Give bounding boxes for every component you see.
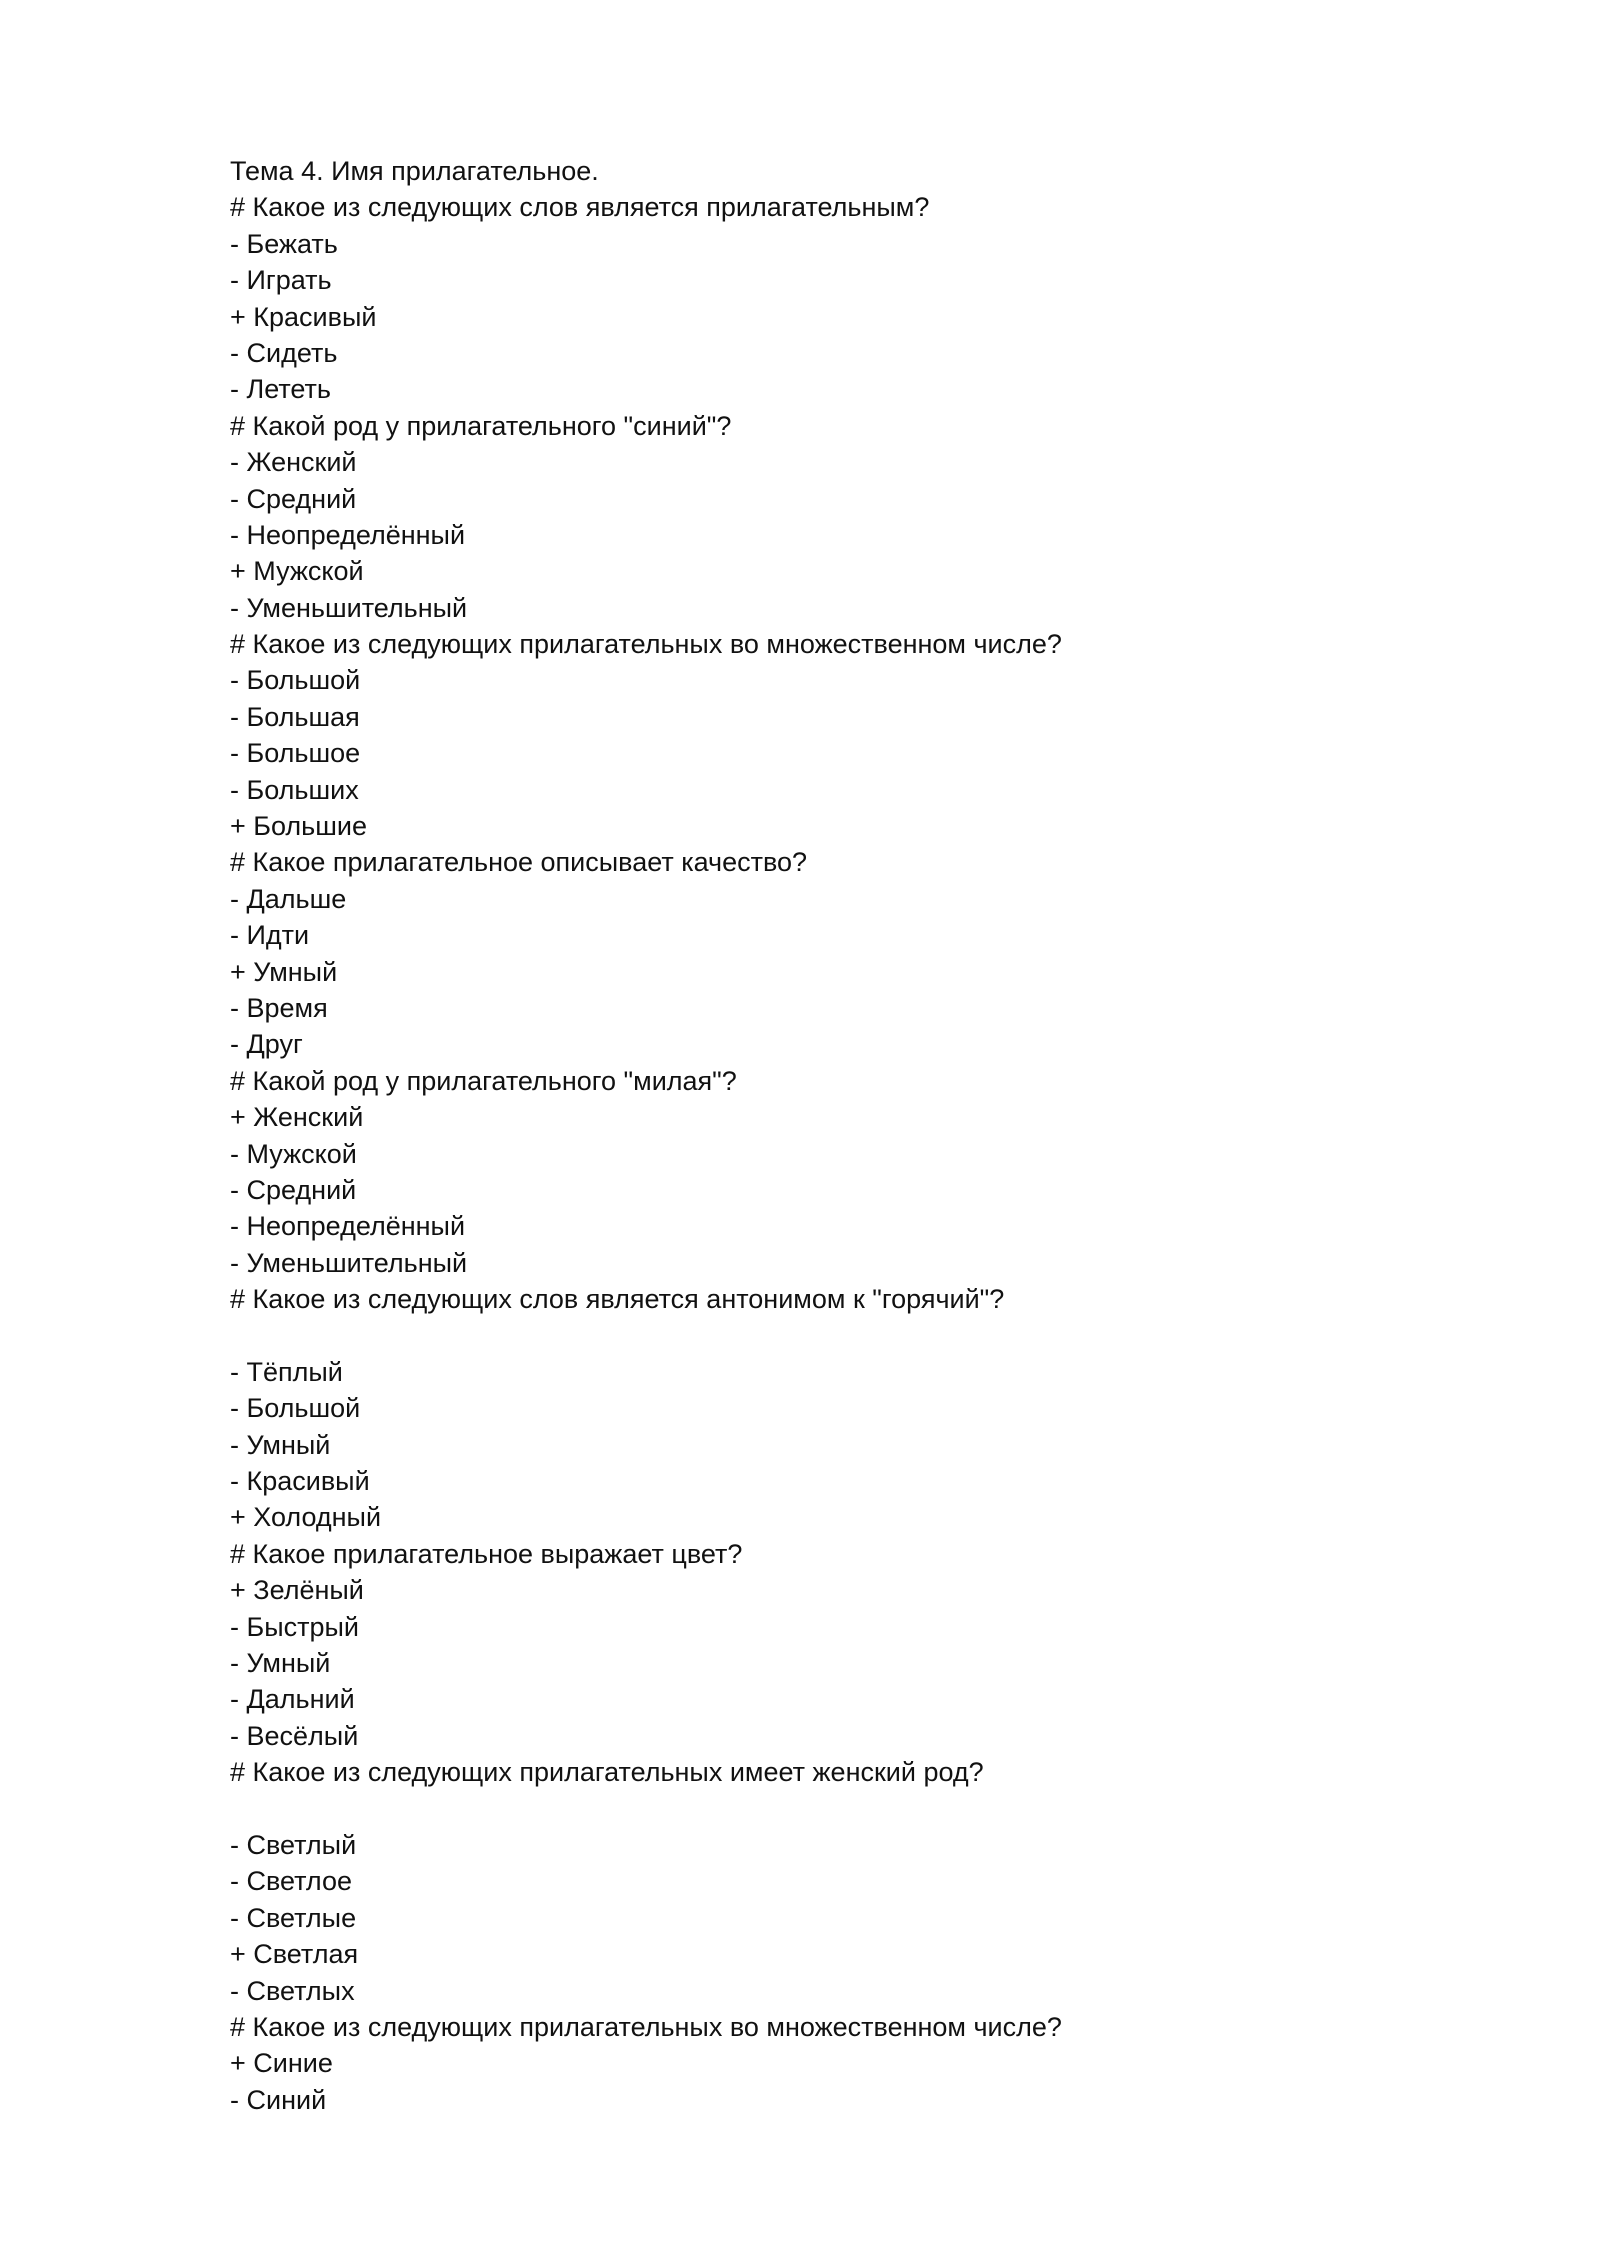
answer-option-line: - Большой [230, 665, 361, 696]
quiz-lines [230, 189, 1430, 2118]
question-line: # Какое прилагательное выражает цвет? [230, 1538, 743, 1569]
answer-option-line: - Умный [230, 1429, 331, 1460]
question-line: # Какой род у прилагательного "милая"? [230, 1065, 737, 1096]
correct-answer-line: + Красивый [230, 301, 377, 332]
answer-option-line: - Быстрый [230, 1611, 359, 1642]
answer-option-line: - Синий [230, 2084, 327, 2115]
question-line: # Какое из следующих прилагательных имеет женский род? [230, 1757, 984, 1788]
answer-option-line: - Большое [230, 738, 361, 769]
correct-answer-line: + Женский [230, 1102, 364, 1133]
question-line: # Какое из следующих прилагательных во множественном числе? [230, 629, 1062, 660]
answer-option-line: - Уменьшительный [230, 592, 468, 623]
document-title: Тема 4. Имя прилагательное. [230, 156, 599, 186]
answer-option-line: - Светлое [230, 1866, 353, 1897]
answer-option-line: - Друг [230, 1029, 303, 1060]
correct-answer-line: + Холодный [230, 1502, 382, 1533]
correct-answer-line: + Умный [230, 956, 338, 987]
answer-option-line: - Женский [230, 447, 357, 478]
question-line: # Какой род у прилагательного "синий"? [230, 410, 732, 441]
answer-option-line: - Светлых [230, 1975, 355, 2006]
question-line: # Какое из следующих слов является антонимом к "горячий"? [230, 1284, 1005, 1315]
answer-option-line: - Тёплый [230, 1356, 343, 1387]
answer-option-line: - Время [230, 992, 328, 1023]
correct-answer-line: + Зелёный [230, 1575, 364, 1606]
answer-option-line: - Мужской [230, 1138, 357, 1169]
answer-option-line: - Дальний [230, 1684, 355, 1715]
answer-option-line: - Бежать [230, 228, 338, 259]
answer-option-line: - Неопределённый [230, 519, 466, 550]
answer-option-line: - Сидеть [230, 337, 338, 368]
answer-option-line: - Светлый [230, 1829, 357, 1860]
question-line: # Какое из следующих прилагательных во множественном числе? [230, 2011, 1062, 2042]
correct-answer-line: + Светлая [230, 1939, 359, 1970]
answer-option-line: - Светлые [230, 1902, 357, 1933]
answer-option-line: - Больших [230, 774, 359, 805]
answer-option-line: - Идти [230, 920, 310, 951]
question-line: # Какое прилагательное описывает качество? [230, 847, 808, 878]
answer-option-line: - Лететь [230, 374, 331, 405]
answer-option-line: - Большая [230, 701, 360, 732]
answer-option-line: - Средний [230, 483, 357, 514]
answer-option-line: - Дальше [230, 883, 347, 914]
answer-option-line: - Неопределённый [230, 1211, 466, 1242]
answer-option-line: - Большой [230, 1393, 361, 1424]
answer-option-line: - Играть [230, 265, 332, 296]
answer-option-line: - Весёлый [230, 1720, 359, 1751]
question-line: # Какое из следующих слов является прилагательным? [230, 192, 930, 223]
correct-answer-line: + Синие [230, 2048, 333, 2079]
answer-option-line: - Красивый [230, 1466, 370, 1497]
answer-option-line: - Средний [230, 1174, 357, 1205]
blank-line [230, 1791, 1430, 1827]
blank-line [230, 1318, 1430, 1354]
document-body [230, 153, 1430, 2118]
correct-answer-line: + Мужской [230, 556, 364, 587]
answer-option-line: - Умный [230, 1648, 331, 1679]
answer-option-line: - Уменьшительный [230, 1247, 468, 1278]
correct-answer-line: + Большие [230, 811, 367, 842]
